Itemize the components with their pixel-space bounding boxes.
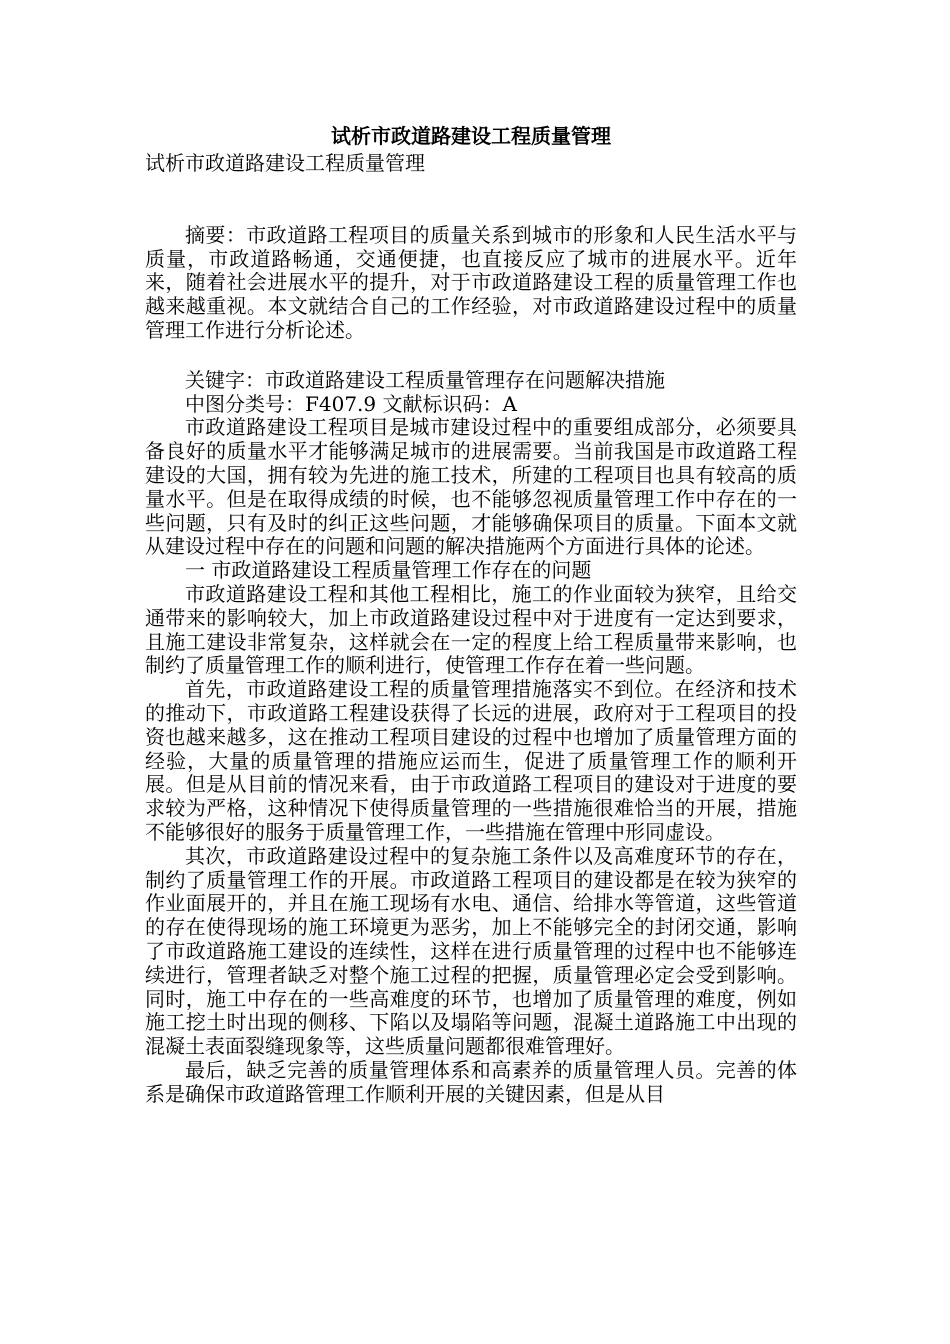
body-paragraph: 最后，缺乏完善的质量管理体系和高素养的质量管理人员。完善的体系是确保市政道路管理工作顺利开展的关键因素，但是从目 xyxy=(145,1057,797,1106)
body-paragraph: 其次，市政道路建设过程中的复杂施工条件以及高难度环节的存在，制约了质量管理工作的开展。市政道路工程项目的建设都是在较为狭窄的作业面展开的，并且在施工现场有水电、通信、给排水等管道，这些管道的存在使得现场的施工环境更为恶劣，加上不能够完全的封闭交通，影响了市政道路施工建设的连续性，这样在进行质量管理的过程中也不能够连续进行，管理者缺乏对整个施工过程的把握，质量管理必定会受到影响。同时，施工中存在的一些高难度的环节，也增加了质量管理的难度，例如施工挖土时出现的侧移、下陷以及塌陷等问题，混凝土道路施工中出现的混凝土表面裂缝现象等，这些质量问题都很难管理好。 xyxy=(145,843,797,1059)
spacer xyxy=(145,176,797,224)
classification-line: 中图分类号：F407.9 文献标识码：A xyxy=(185,391,517,416)
keywords-line: 关键字：市政道路建设工程质量管理存在问题解决措施 xyxy=(185,367,665,392)
document-body xyxy=(145,120,797,1106)
spacer xyxy=(145,343,797,369)
document-title: 试析市政道路建设工程质量管理 xyxy=(331,124,611,148)
document-subtitle: 试析市政道路建设工程质量管理 xyxy=(145,151,425,175)
section-heading: 一 市政道路建设工程质量管理工作存在的问题 xyxy=(185,558,592,583)
body-paragraph-intro: 市政道路建设工程项目是城市建设过程中的重要组成部分，必须要具备良好的质量水平才能够满足城市的进展需要。当前我国是市政道路工程建设的大国，拥有较为先进的施工技术，所建的工程项目也具有较高的质量水平。但是在取得成绩的时候，也不能够忽视质量管理工作中存在的一些问题，只有及时的纠正这些问题，才能够确保项目的质量。下面本文就从建设过程中存在的问题和问题的解决措施两个方面进行具体的论述。 xyxy=(145,415,797,559)
abstract-paragraph: 摘要：市政道路工程项目的质量关系到城市的形象和人民生活水平与质量，市政道路畅通，交通便捷，也直接反应了城市的进展水平。近年来，随着社会进展水平的提升，对于市政道路建设工程的质量管理工作也越来越重视。本文就结合自己的工作经验，对市政道路建设过程中的质量管理工作进行分析论述。 xyxy=(145,222,797,342)
body-paragraph: 首先，市政道路建设工程的质量管理措施落实不到位。在经济和技术的推动下，市政道路工程建设获得了长远的进展，政府对于工程项目的投资也越来越多，这在推动工程项目建设的过程中也增加了质量管理方面的经验，大量的质量管理的措施应运而生，促进了质量管理工作的顺利开展。但是从目前的情况来看，由于市政道路工程项目的建设对于进度的要求较为严格，这种情况下使得质量管理的一些措施很难恰当的开展，措施不能够很好的服务于质量管理工作，一些措施在管理中形同虚设。 xyxy=(145,677,797,844)
body-paragraph: 市政道路建设工程和其他工程相比，施工的作业面较为狭窄，且给交通带来的影响较大，加上市政道路建设过程中对于进度有一定达到要求，且施工建设非常复杂，这样就会在一定的程度上给工程质量带来影响，也制约了质量管理工作的顺利进行，使管理工作存在着一些问题。 xyxy=(145,581,797,678)
